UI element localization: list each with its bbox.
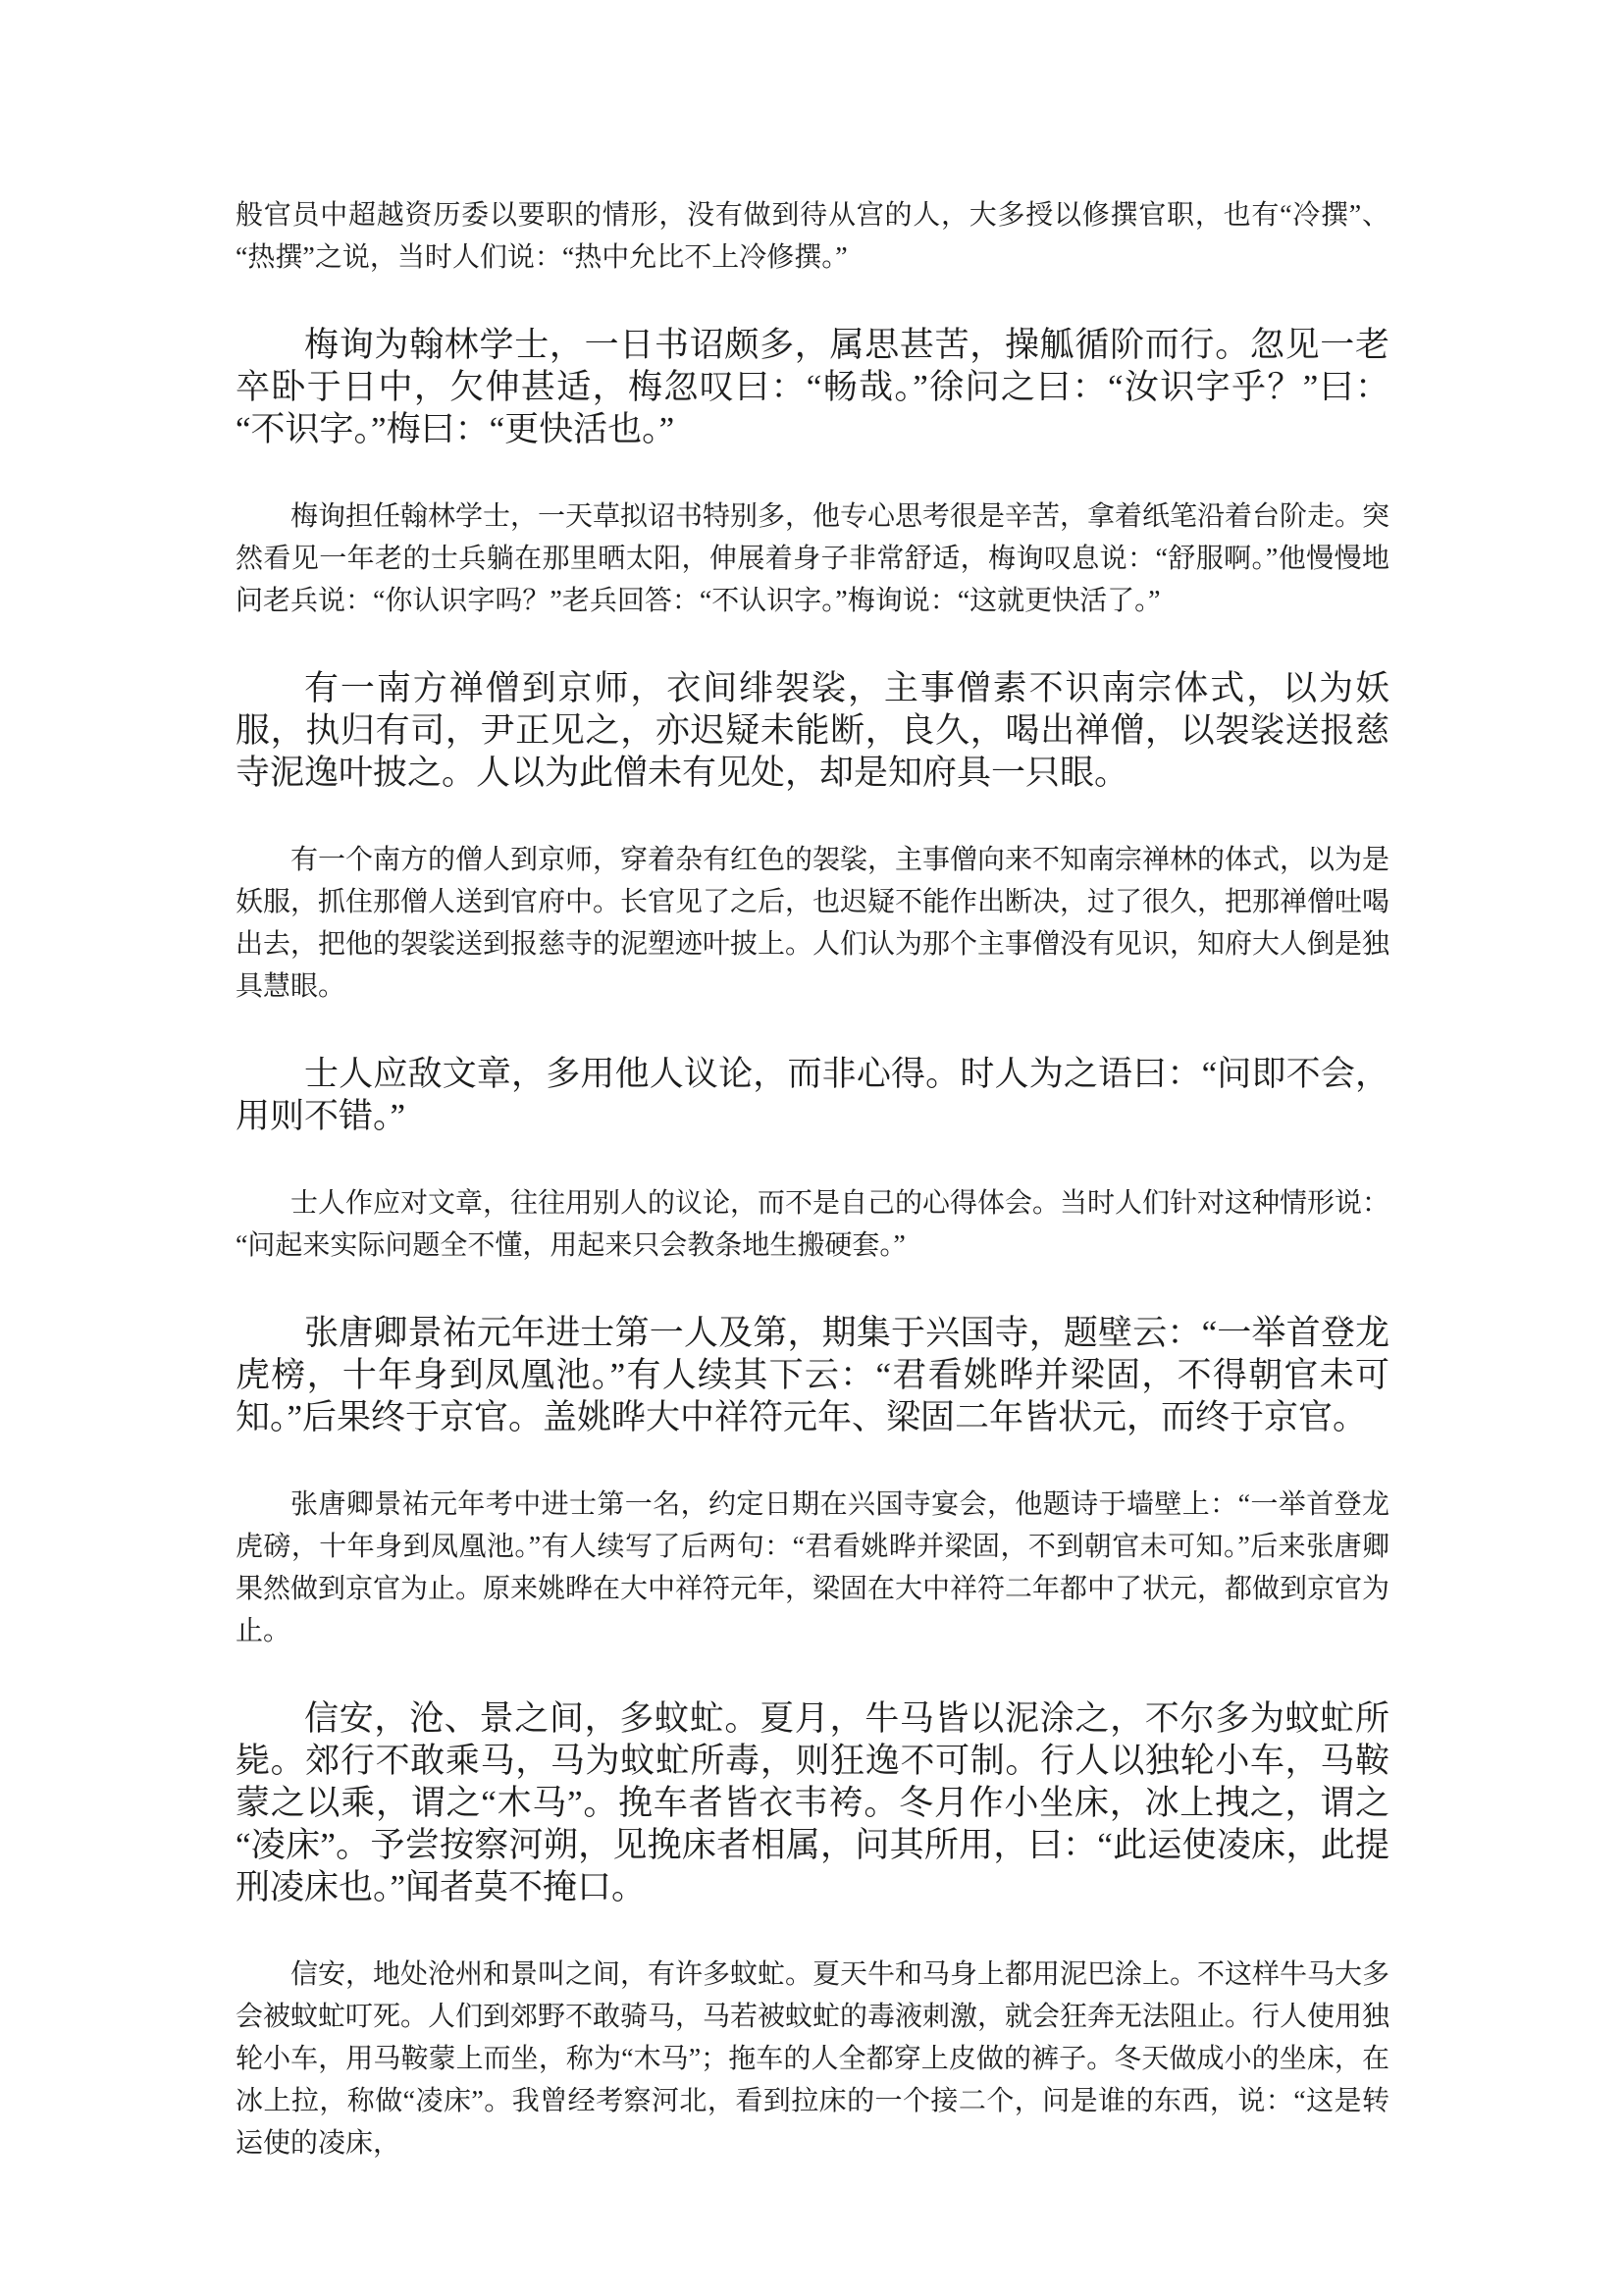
paragraph-classical-southern-monk: 有一南方禅僧到京师，衣间绯袈裟，主事僧素不识南宗体式，以为妖服，执归有司，尹正见之，亦迟疑未能断，良久，喝出禅僧，以袈裟送报慈寺泥逸叶披之。人以为此僧未有见处，却是知府具一只眼。 — [236, 669, 1389, 792]
paragraph-translation-mei-xun: 梅询担任翰林学士，一天草拟诏书特别多，他专心思考很是辛苦，拿着纸笔沿着台阶走。突然看见一年老的士兵躺在那里晒太阳，伸展着身子非常舒适，梅询叹息说：“舒服啊。”他慢慢地问老兵说：“你认识字吗？”老兵回答：“不认识字。”梅询说：“这就更快活了。” — [236, 501, 1390, 616]
paragraph-translation-zhang-tangqing: 张唐卿景祐元年考中进士第一名，约定日期在兴国寺宴会，他题诗于墙壁上：“一举首登龙虎磅，十年身到凤凰池。”有人续写了后两句：“君看姚晔并梁固，不到朝官未可知。”后来张唐卿果然做到京官为止。原来姚晔在大中祥符元年，梁固在大中祥符二年都中了状元，都做到京官为止。 — [236, 1489, 1390, 1646]
paragraph-translation-hot-cold-compilers: 般官员中超越资历委以要职的情形，没有做到待从宫的人，大多授以修撰官职，也有“冷撰”、“热撰”之说，当时人们说：“热中允比不上冷修撰。” — [236, 200, 1389, 273]
paragraph-classical-zhang-tangqing: 张唐卿景祐元年进士第一人及第，期集于兴国寺，题壁云：“一举首登龙虎榜，十年身到凤凰池。”有人续其下云：“君看姚晔并梁固，不得朝官未可知。”后果终于京官。盖姚晔大中祥符元年、梁固二年皆状元，而终于京官。 — [236, 1314, 1389, 1436]
paragraph-translation-xinan-mosquitoes: 信安，地处沧州和景叫之间，有许多蚊虻。夏天牛和马身上都用泥巴涂上。不这样牛马大多会被蚊虻叮死。人们到郊野不敢骑马，马若被蚊虻的毒液刺激，就会狂奔无法阻止。行人使用独轮小车，用马鞍蒙上而坐，称为“木马”；拖车的人全都穿上皮做的裤子。冬天做成小的坐床，在冰上拉，称做“凌床”。我曾经考察河北，看到拉床的一个接二个，问是谁的东西，说：“这是转运使的凌床， — [236, 1959, 1390, 2159]
paragraph-classical-scholar-essays: 士人应敌文章，多用他人议论，而非心得。时人为之语曰：“问即不会，用则不错。” — [236, 1055, 1389, 1135]
paragraph-translation-scholar-essays: 士人作应对文章，往往用别人的议论，而不是自己的心得体会。当时人们针对这种情形说：“问起来实际问题全不懂，用起来只会教条地生搬硬套。” — [236, 1188, 1390, 1261]
page-text-content — [236, 194, 1389, 2164]
paragraph-translation-southern-monk: 有一个南方的僧人到京师，穿着杂有红色的袈裟，主事僧向来不知南宗禅林的体式，以为是妖服，抓住那僧人送到官府中。长官见了之后，也迟疑不能作出断决，过了很久，把那禅僧吐喝出去，把他的袈裟送到报慈寺的泥塑迹叶披上。人们认为那个主事僧没有见识，知府大人倒是独具慧眼。 — [236, 845, 1390, 1002]
paragraph-classical-mei-xun: 梅询为翰林学士，一日书诏颇多，属思甚苦，操觚循阶而行。忽见一老卒卧于日中，欠伸甚适，梅忽叹曰：“畅哉。”徐问之曰：“汝识字乎？”曰：“不识字。”梅曰：“更快活也。” — [236, 326, 1389, 448]
paragraph-classical-xinan-mosquitoes: 信安，沧、景之间，多蚊虻。夏月，牛马皆以泥涂之，不尔多为蚊虻所毙。郊行不敢乘马，马为蚊虻所毒，则狂逸不可制。行人以独轮小车，马鞍蒙之以乘，谓之“木马”。挽车者皆衣韦袴。冬月作小坐床，冰上拽之，谓之“凌床”。予尝按察河朔，见挽床者相属，问其所用，曰：“此运使凌床，此提刑凌床也。”闻者莫不掩口。 — [236, 1699, 1389, 1906]
